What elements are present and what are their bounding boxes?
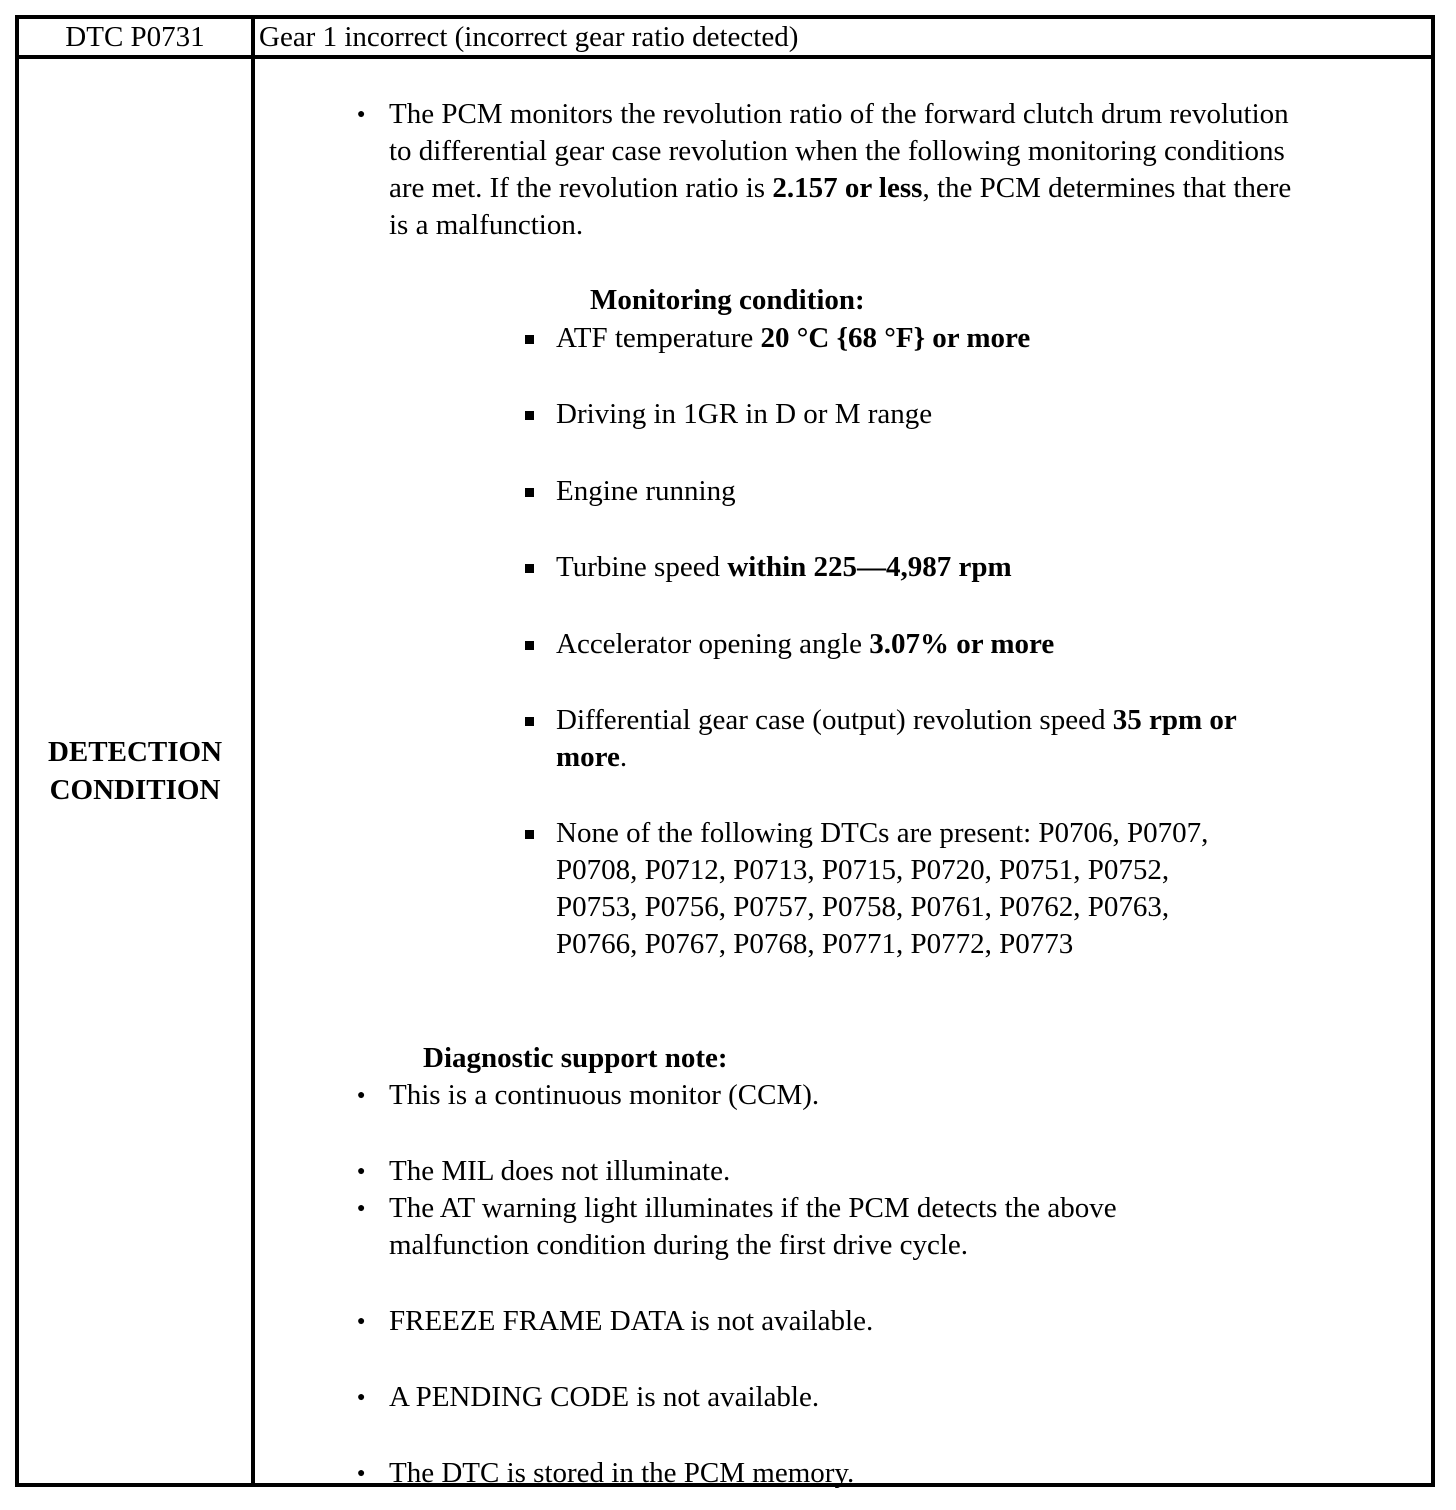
condition-item: Accelerator opening angle 3.07% or more: [556, 626, 1256, 663]
diagnostic-support-heading: Diagnostic support note:: [423, 1042, 728, 1074]
detection-condition-label: [17, 57, 253, 1485]
main-bullet: ● The PCM monitors the revolution ratio of the forward clutch drum revolution to differential gear case revolution when the following monitoring conditions are met. If the revolution ratio is 2.157 or less, the PCM determines that there is a malfunction.: [389, 96, 1309, 244]
condition-item: Differential gear case (output) revolution speed 35 rpm or more.: [556, 702, 1256, 776]
monitoring-condition-heading: Monitoring condition:: [590, 284, 865, 316]
condition-item: ATF temperature 20 °C {68 °F} or more: [556, 320, 1256, 357]
detection-row: [17, 57, 1433, 1485]
condition-item: Driving in 1GR in D or M range: [556, 396, 1256, 433]
condition-item: None of the following DTCs are present: P0706, P0707, P0708, P0712, P0713, P0715, P0720, P0751, P0752, P0753, P0756, P0757, P0758, P0761, P0762, P0763, P0766, P0767, P0768, P0771, P0772, P0773: [556, 815, 1216, 963]
note-item: ● The MIL does not illuminate.: [389, 1153, 1309, 1190]
label-line-1: DETECTION: [47, 736, 223, 768]
note-item: ● This is a continuous monitor (CCM).: [389, 1077, 1309, 1114]
note-item: ● FREEZE FRAME DATA is not available.: [389, 1303, 1309, 1340]
table-header-row: [17, 17, 1433, 57]
dtc-code: DTC P0731: [17, 17, 253, 57]
note-item: ● The AT warning light illuminates if the PCM detects the above malfunction condition during the first drive cycle.: [389, 1190, 1259, 1264]
dtc-table: [15, 15, 1435, 1487]
note-item: ● The DTC is stored in the PCM memory.: [389, 1455, 1309, 1492]
detection-content: [253, 57, 1433, 1489]
label-line-2: CONDITION: [49, 774, 221, 806]
dtc-title: Gear 1 incorrect (incorrect gear ratio detected): [253, 17, 1433, 57]
condition-item: Engine running: [556, 473, 1256, 510]
condition-item: Turbine speed within 225—4,987 rpm: [556, 549, 1256, 586]
note-item: ● A PENDING CODE is not available.: [389, 1379, 1309, 1416]
